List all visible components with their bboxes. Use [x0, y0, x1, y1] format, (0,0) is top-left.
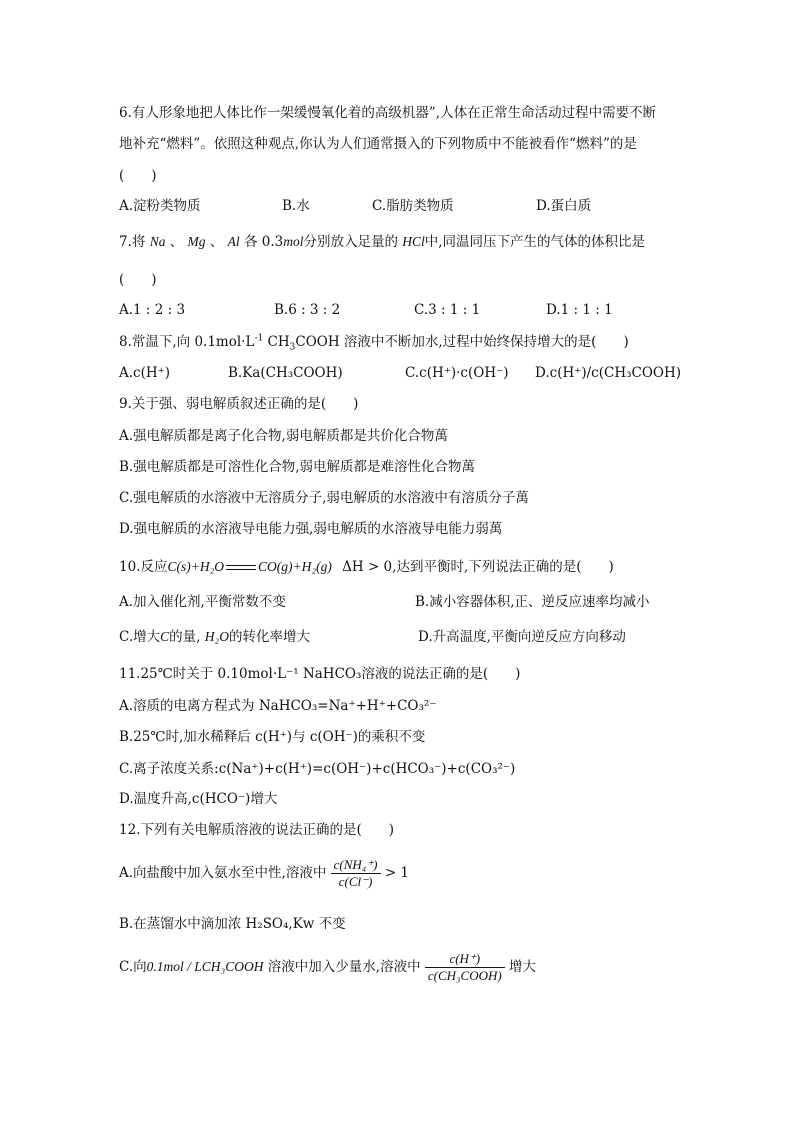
q7-stem [119, 233, 645, 251]
q12-option-b: B.在蒸馏水中滴加浓 H₂SO₄,Kw 不变 [119, 916, 346, 932]
q12-option-a-pre: A.向盐酸中加入氨水至中性,溶液中 [119, 865, 327, 881]
q10-products: CO(g)+H₂(g) [258, 559, 332, 574]
q12-option-c-mid: 溶液中加入少量水,溶液中 [267, 959, 421, 975]
q7-mid2: 分别放入足量的 [303, 234, 398, 250]
q7-suffix: 中,同温同压下产生的气体的体积比是 [424, 234, 646, 250]
q6-option-c: C.脂肪类物质 [372, 198, 454, 214]
q10-option-c-mid: 的量, [169, 629, 201, 645]
q8-stem-sub: 3 [289, 342, 296, 353]
q8-stem-b: CH [263, 334, 290, 350]
q11-stem: 11.25℃时关于 0.10mol·L⁻¹ NaHCO₃溶液的说法正确的是( ) [119, 666, 521, 682]
q12-option-c-denominator: c(CH₃COOH) [427, 968, 502, 983]
q8-option-c: C.c(H⁺)·c(OH⁻) [405, 365, 509, 381]
q6-stem-line1: 6.有人形象地把人体比作一架缓慢氧化着的高级机器”,人体在正常生命活动过程中需要不断 [119, 105, 657, 121]
q10-stem [119, 558, 614, 576]
q10-option-c-water: H₂O [204, 629, 229, 644]
q8-option-a: A.c(H⁺) [119, 365, 171, 381]
q8-stem-c: COOH 溶液中不断加水,过程中始终保持增大的是( ) [295, 334, 629, 350]
q11-option-a: A.溶质的电离方程式为 NaHCO₃=Na⁺+H⁺+CO₃²⁻ [119, 698, 437, 714]
q7-hcl: HCl [402, 234, 425, 249]
q7-mg: Mg [187, 234, 206, 249]
q6-answer-paren: ( ) [119, 168, 157, 184]
q12-option-c-pre: C.向 [119, 959, 147, 975]
q10-option-c-post: 的转化率增大 [228, 629, 310, 645]
q7-mid: 各 0.3 [243, 234, 284, 250]
q10-reactants: C(s)+H₂O [167, 559, 225, 574]
q10-option-b: B.减小容器体积,正、逆反应速率均减小 [415, 594, 650, 610]
q6-option-b: B.水 [282, 198, 310, 214]
q11-option-c: C.离子浓度关系:c(Na⁺)+c(H⁺)=c(OH⁻)+c(HCO₃⁻)+c(CO₃²⁻) [119, 761, 516, 777]
q7-al: Al [227, 234, 240, 249]
q10-enthalpy: ΔH > 0 [342, 559, 393, 575]
q7-na: Na [149, 234, 166, 249]
q7-sep1: 、 [169, 234, 184, 250]
q7-option-b: B.6 : 3 : 2 [274, 302, 341, 318]
q10-option-c [119, 628, 310, 646]
q9-stem: 9.关于强、弱电解质叙述正确的是( ) [119, 396, 359, 412]
q12-option-c-fraction [425, 951, 505, 984]
q7-answer-paren: ( ) [119, 272, 157, 288]
q12-option-c-concentration: 0.1mol / LCH₃COOH [146, 959, 264, 974]
q12-stem: 12.下列有关电解质溶液的说法正确的是( ) [119, 822, 395, 838]
q12-option-a [119, 857, 409, 890]
q9-option-c: C.强电解质的水溶液中无溶质分子,弱电解质的水溶液中有溶质分子萬 [119, 490, 529, 506]
q12-option-a-fraction [331, 857, 381, 890]
q7-option-c: C.3 : 1 : 1 [414, 302, 481, 318]
q12-option-c [119, 951, 536, 984]
q8-stem [119, 333, 629, 351]
q12-option-a-denominator: c(Cl⁻) [338, 874, 373, 889]
q6-option-d: D.蛋白质 [536, 198, 592, 214]
q10-suffix: ,达到平衡时,下列说法正确的是( ) [392, 559, 614, 575]
q10-option-c-carbon: C [160, 629, 170, 644]
q10-option-c-pre: C.增大 [119, 629, 161, 645]
q12-option-c-numerator: c(H⁺) [425, 951, 505, 968]
q8-option-b: B.Ka(CH₃COOH) [228, 365, 343, 381]
q9-option-d: D.强电解质的水溶液导电能力强,弱电解质的水溶液导电能力弱萬 [119, 521, 503, 537]
q7-mol: mol [283, 234, 304, 249]
q12-option-a-numerator: c(NH₄⁺) [331, 857, 381, 874]
q10-option-a: A.加入催化剂,平衡常数不变 [119, 594, 286, 610]
q7-option-d: D.1 : 1 : 1 [546, 302, 613, 318]
q10-option-d: D.升高温度,平衡向逆反应方向移动 [418, 629, 626, 645]
q6-stem-line2: 地补充“燃料”。依照这种观点,你认为人们通常摄入的下列物质中不能被看作“燃料”的是 [119, 136, 637, 152]
q8-stem-a: 8.常温下,向 0.1mol·L [119, 334, 255, 350]
q9-option-b: B.强电解质都是可溶性化合物,弱电解质都是难溶性化合物萬 [119, 459, 476, 475]
q12-option-a-post: > 1 [384, 865, 410, 881]
q11-option-d: D.温度升高,c(HCO⁻)增大 [119, 791, 278, 807]
equilibrium-arrow-icon [226, 563, 256, 573]
q11-option-b: B.25℃时,加水稀释后 c(H⁺)与 c(OH⁻)的乘积不变 [119, 729, 426, 745]
q9-option-a: A.强电解质都是离子化合物,弱电解质都是共价化合物萬 [119, 428, 448, 444]
q7-prefix: 7.将 [119, 234, 146, 250]
q6-option-a: A.淀粉类物质 [119, 198, 201, 214]
q8-option-d: D.c(H⁺)/c(CH₃COOH) [535, 365, 682, 381]
q7-option-a: A.1 : 2 : 3 [119, 302, 186, 318]
q7-sep2: 、 [209, 234, 224, 250]
q12-option-c-post: 增大 [509, 959, 537, 975]
q8-stem-sup: -1 [254, 333, 264, 344]
q10-prefix: 10.反应 [119, 559, 168, 575]
